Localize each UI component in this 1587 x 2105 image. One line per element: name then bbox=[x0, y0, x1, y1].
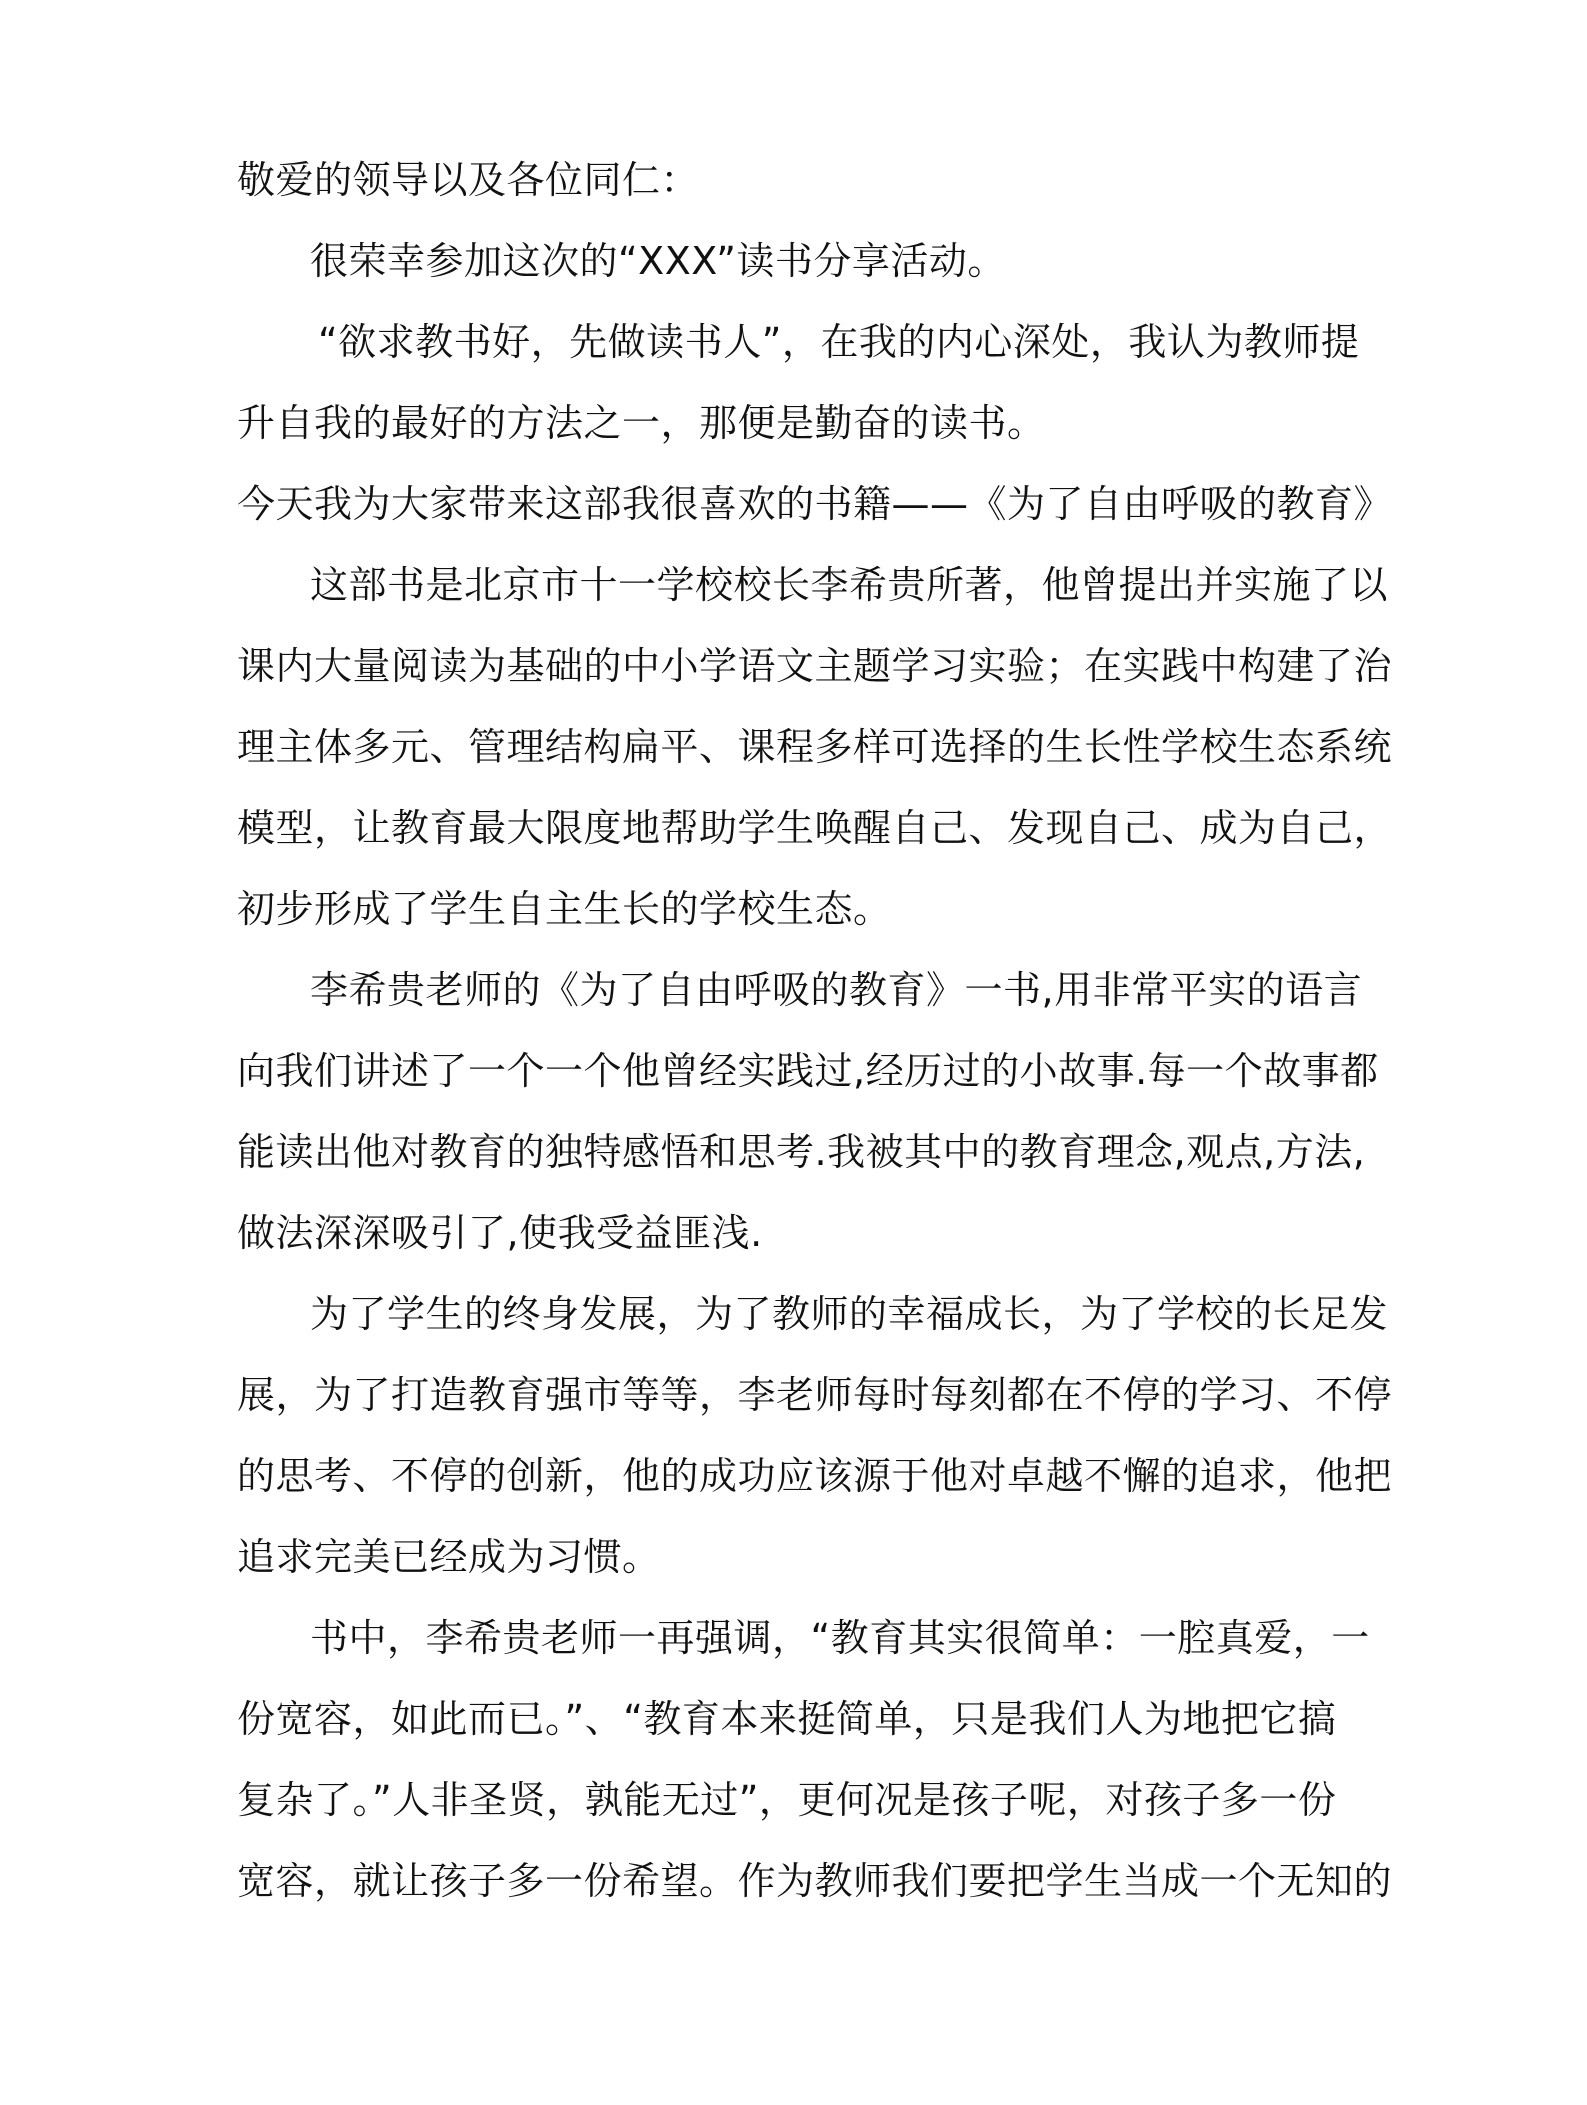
paragraph-line: 追求完美已经成为习惯。 bbox=[237, 1535, 661, 1579]
paragraph-line: 李希贵老师的《为了自由呼吸的教育》一书,用非常平实的语言 bbox=[310, 968, 1363, 1012]
paragraph-line: 书中，李希贵老师一再强调，“教育其实很简单：一腔真爱，一 bbox=[310, 1616, 1370, 1660]
paragraph-line: 做法深深吸引了,使我受益匪浅. bbox=[237, 1211, 763, 1255]
paragraph-line: 模型，让教育最大限度地帮助学生唤醒自己、发现自己、成为自己， bbox=[237, 806, 1393, 850]
paragraph-line: 初步形成了学生自主生长的学校生态。 bbox=[237, 887, 892, 931]
paragraph-line: 很荣幸参加这次的“XXX”读书分享活动。 bbox=[310, 239, 1006, 283]
paragraph-line: 升自我的最好的方法之一，那便是勤奋的读书。 bbox=[237, 401, 1046, 445]
paragraph-line: “欲求教书好，先做读书人”，在我的内心深处，我认为教师提 bbox=[318, 320, 1360, 364]
paragraph-line: 向我们讲述了一个一个他曾经实践过,经历过的小故事.每一个故事都 bbox=[237, 1049, 1379, 1093]
paragraph-line: 这部书是北京市十一学校校长李希贵所著，他曾提出并实施了以 bbox=[310, 563, 1389, 607]
salutation: 敬爱的领导以及各位同仁： bbox=[237, 158, 700, 202]
paragraph-line: 份宽容，如此而已。”、“教育本来挺简单，只是我们人为地把它搞 bbox=[237, 1697, 1337, 1741]
paragraph-line: 课内大量阅读为基础的中小学语文主题学习实验；在实践中构建了治 bbox=[237, 644, 1393, 688]
paragraph-line: 今天我为大家带来这部我很喜欢的书籍——《为了自由呼吸的教育》 bbox=[237, 482, 1393, 526]
paragraph-line: 展，为了打造教育强市等等，李老师每时每刻都在不停的学习、不停 bbox=[237, 1373, 1393, 1417]
paragraph-line: 理主体多元、管理结构扁平、课程多样可选择的生长性学校生态系统 bbox=[237, 725, 1393, 769]
paragraph-line: 的思考、不停的创新，他的成功应该源于他对卓越不懈的追求，他把 bbox=[237, 1454, 1393, 1498]
paragraph-line: 宽容，就让孩子多一份希望。作为教师我们要把学生当成一个无知的 bbox=[237, 1859, 1393, 1903]
paragraph-line: 复杂了。”人非圣贤，孰能无过”，更何况是孩子呢，对孩子多一份 bbox=[237, 1778, 1337, 1822]
paragraph-line: 为了学生的终身发展，为了教师的幸福成长，为了学校的长足发 bbox=[310, 1292, 1389, 1336]
paragraph-line: 能读出他对教育的独特感悟和思考.我被其中的教育理念,观点,方法, bbox=[237, 1130, 1366, 1174]
